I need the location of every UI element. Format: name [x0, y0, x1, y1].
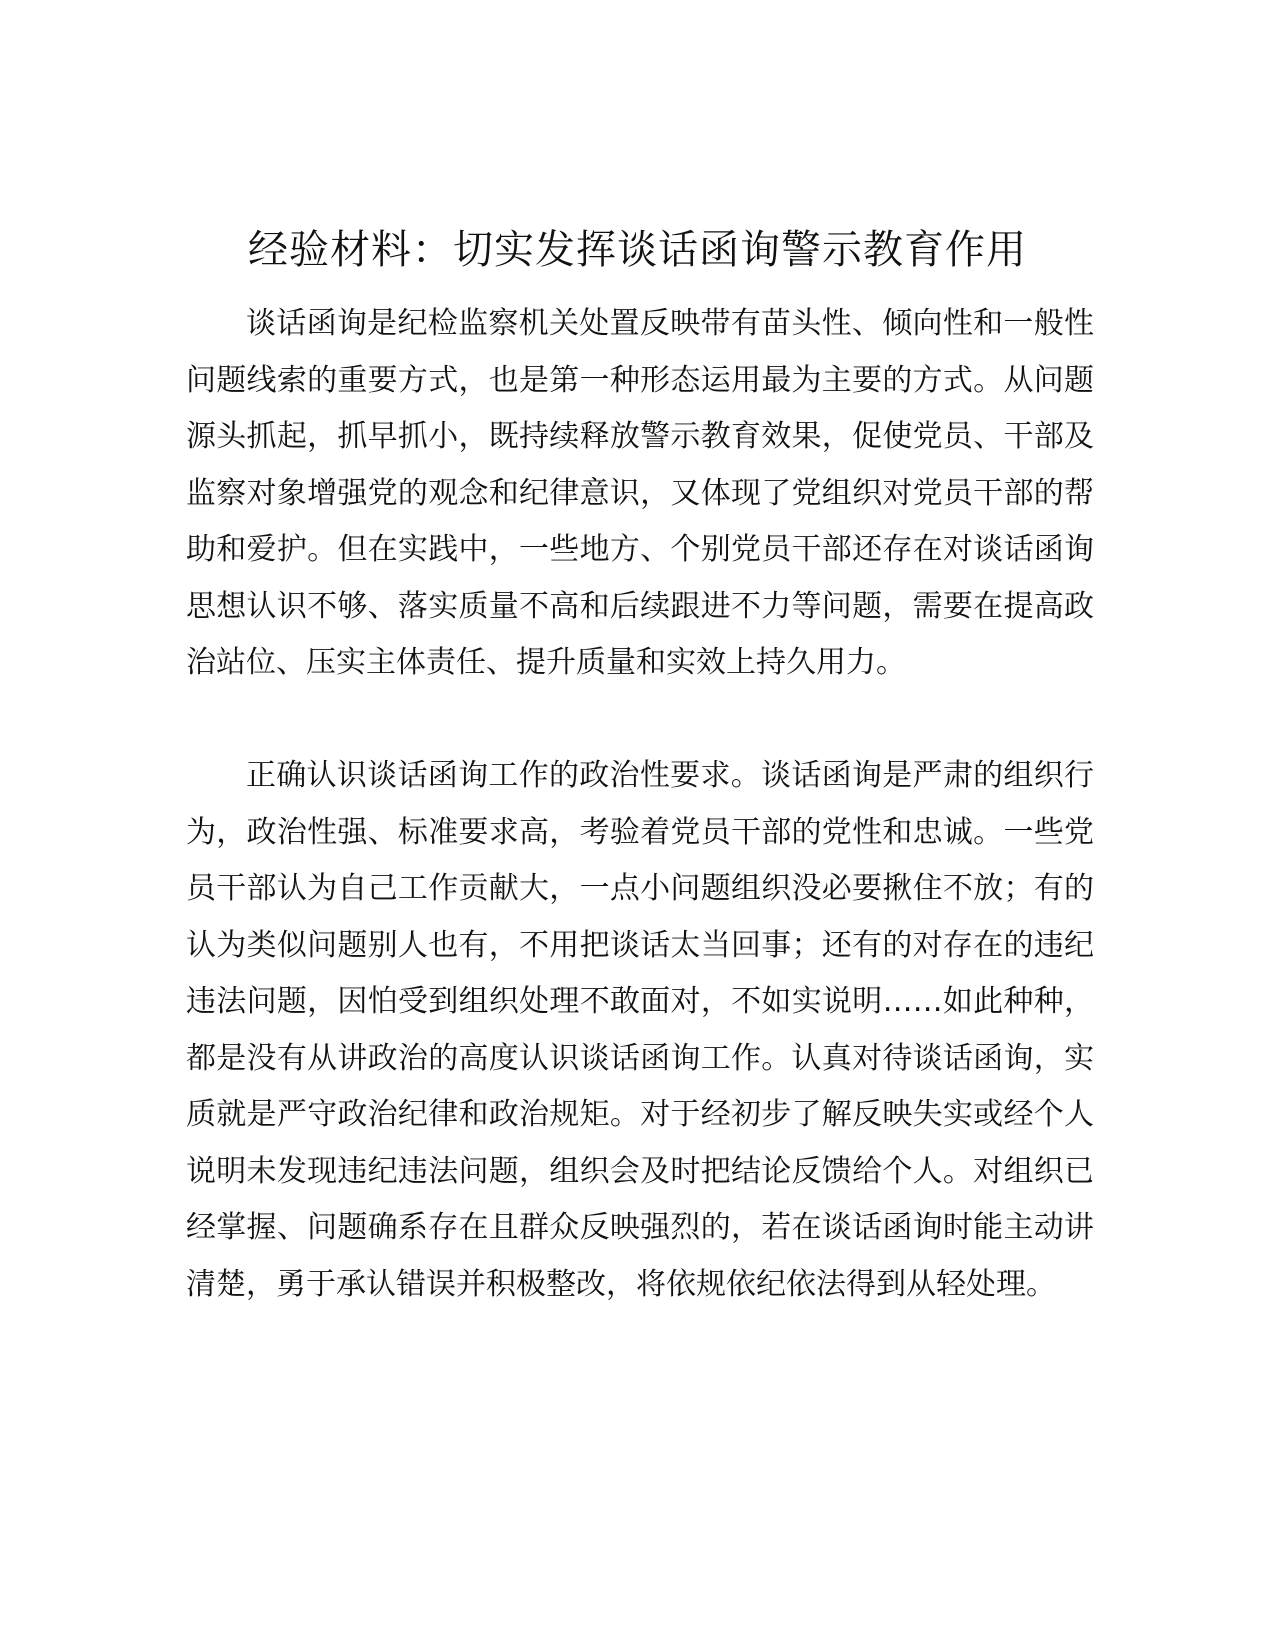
document-title: 经验材料：切实发挥谈话函询警示教育作用 — [248, 227, 1027, 273]
paragraph-intro: 谈话函询是纪检监察机关处置反映带有苗头性、倾向性和一般性问题线索的重要方式，也是第一种形态运用最为主要的方式。从问题源头抓起，抓早抓小，既持续释放警示教育效果，促使党员、干部及监察对象增强党的观念和纪律意识，又体现了党组织对党员干部的帮助和爱护。但在实践中，一些地方、个别党员干部还存在对谈话函询思想认识不够、落实质量不高和后续跟进不力等问题，需要在提高政治站位、压实主体责任、提升质量和实效上持久用力。 — [186, 306, 1094, 680]
paragraph-political-requirement: 正确认识谈话函询工作的政治性要求。谈话函询是严肃的组织行为，政治性强、标准要求高，考验着党员干部的党性和忠诚。一些党员干部认为自己工作贡献大，一点小问题组织没必要揪住不放；有的认为类似问题别人也有，不用把谈话太当回事；还有的对存在的违纪违法问题，因怕受到组织处理不敢面对，不如实说明……如此种种，都是没有从讲政治的高度认识谈话函询工作。认真对待谈话函询，实质就是严守政治纪律和政治规矩。对于经初步了解反映失实或经个人说明未发现违纪违法问题，组织会及时把结论反馈给个人。对组织已经掌握、问题确系存在且群众反映强烈的，若在谈话函询时能主动讲清楚，勇于承认错误并积极整改，将依规依纪依法得到从轻处理。 — [186, 758, 1094, 1302]
